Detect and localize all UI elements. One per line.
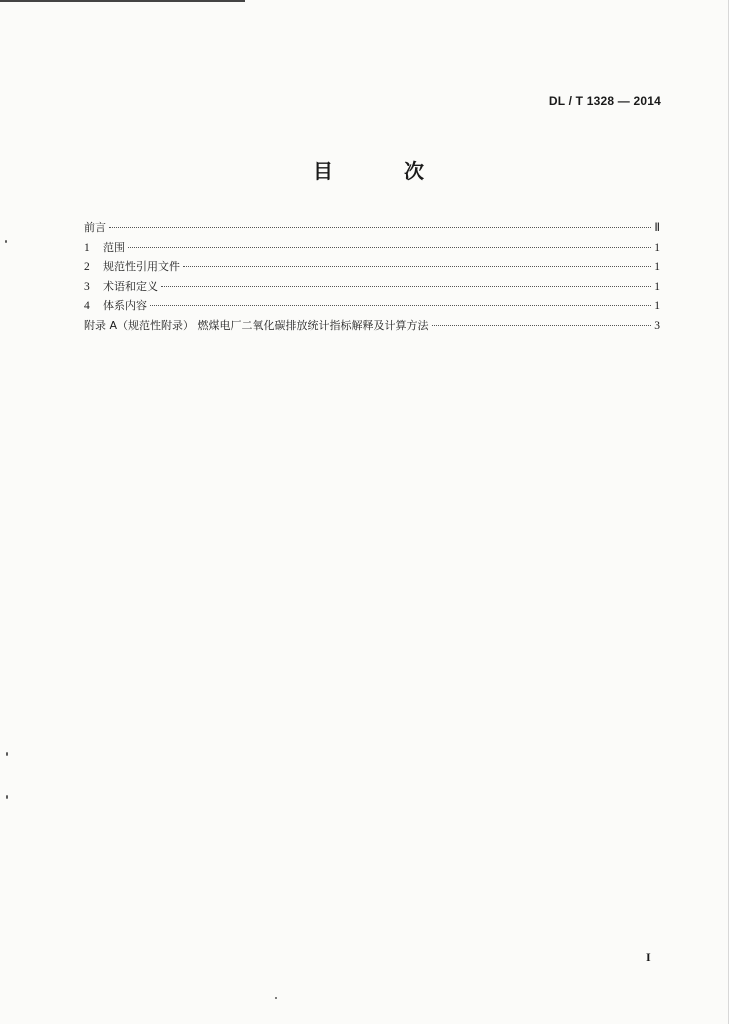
scan-speck bbox=[6, 795, 8, 799]
toc-entry-number: 1 bbox=[84, 241, 90, 254]
toc-entry-page: 1 bbox=[654, 241, 660, 254]
page-number: I bbox=[646, 950, 651, 964]
toc-entry-number: 2 bbox=[84, 261, 90, 274]
toc-entry-page: 1 bbox=[654, 300, 660, 313]
toc-title: 目 次 bbox=[313, 159, 456, 183]
toc-entry-label: 范围 bbox=[103, 240, 125, 254]
toc-entry-page: Ⅱ bbox=[654, 222, 660, 234]
toc-dot-leader bbox=[432, 325, 652, 326]
toc-entry-number: 3 bbox=[84, 280, 90, 293]
toc-dot-leader bbox=[128, 247, 651, 248]
toc-entry-page: 3 bbox=[654, 319, 660, 332]
toc-entry-system-content[interactable] bbox=[84, 297, 660, 317]
toc-entry-appendix-a[interactable] bbox=[84, 317, 660, 337]
scan-speck bbox=[275, 997, 277, 999]
toc-dot-leader bbox=[150, 305, 651, 306]
scan-speck bbox=[5, 240, 7, 243]
toc-entry-scope[interactable] bbox=[84, 239, 660, 259]
toc-entry-label: 规范性引用文件 bbox=[103, 260, 180, 274]
toc-entry-number: 4 bbox=[84, 300, 90, 313]
toc-entry-page: 1 bbox=[654, 280, 660, 293]
toc-entry-page: 1 bbox=[654, 261, 660, 274]
toc-dot-leader bbox=[183, 266, 651, 267]
toc-entry-normative-references[interactable] bbox=[84, 258, 660, 278]
toc-list bbox=[84, 219, 660, 337]
toc-entry-label: 前言 bbox=[84, 221, 106, 234]
toc-dot-leader bbox=[109, 227, 651, 228]
document-code: DL / T 1328 — 2014 bbox=[548, 94, 661, 108]
scan-speck bbox=[6, 752, 8, 756]
toc-entry-label: 体系内容 bbox=[103, 299, 147, 313]
toc-entry-foreword[interactable] bbox=[84, 219, 660, 239]
toc-entry-label: 术语和定义 bbox=[103, 279, 158, 293]
toc-entry-label: 附录 A（规范性附录） 燃煤电厂二氧化碳排放统计指标解释及计算方法 bbox=[84, 318, 429, 332]
toc-entry-terms-definitions[interactable] bbox=[84, 278, 660, 298]
toc-dot-leader bbox=[161, 286, 651, 287]
scan-top-rule bbox=[0, 0, 245, 2]
